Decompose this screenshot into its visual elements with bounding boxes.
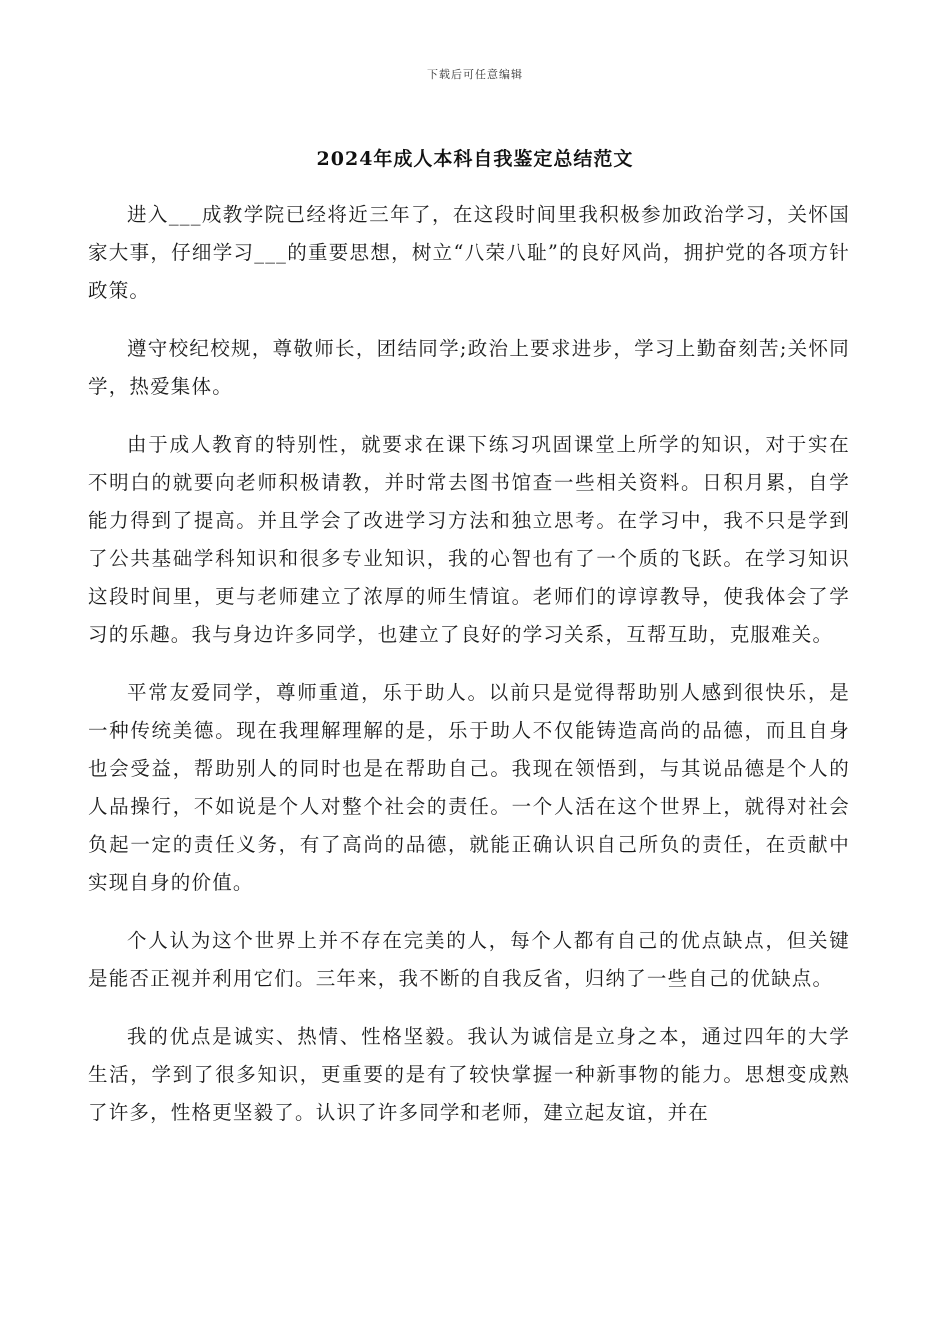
paragraph: 平常友爱同学，尊师重道，乐于助人。以前只是觉得帮助别人感到很快乐，是一种传统美德。现在我理解理解的是，乐于助人不仅能铸造高尚的品德，而且自身也会受益，帮助别人的同时也是在帮助自己。我现在领悟到，与其说品德是个人的人品操行，不如说是个人对整个社会的责任。一个人活在这个世界上，就得对社会负起一定的责任义务，有了高尚的品德，就能正确认识自己所负的责任，在贡献中实现自身的价值。 bbox=[88, 681, 850, 894]
paragraph: 个人认为这个世界上并不存在完美的人，每个人都有自己的优点缺点，但关键是能否正视并利用它们。三年来，我不断的自我反省，归纳了一些自己的优缺点。 bbox=[88, 929, 850, 990]
paragraph: 进入___成教学院已经将近三年了，在这段时间里我积极参加政治学习，关怀国家大事，仔细学习___的重要思想，树立“八荣八耻”的良好风尚，拥护党的各项方针政策。 bbox=[88, 203, 850, 302]
paragraph: 遵守校纪校规，尊敬师长，团结同学;政治上要求进步，学习上勤奋刻苦;关怀同学，热爱集体。 bbox=[88, 337, 850, 398]
paragraph: 由于成人教育的特别性，就要求在课下练习巩固课堂上所学的知识，对于实在不明白的就要向老师积极请教，并时常去图书馆查一些相关资料。日积月累，自学能力得到了提高。并且学会了改进学习方法和独立思考。在学习中，我不只是学到了公共基础学科知识和很多专业知识，我的心智也有了一个质的飞跃。在学习知识这段时间里，更与老师建立了浓厚的师生情谊。老师们的谆谆教导，使我体会了学习的乐趣。我与身边许多同学，也建立了良好的学习关系，互帮互助，克服难关。 bbox=[88, 433, 850, 646]
paragraph: 我的优点是诚实、热情、性格坚毅。我认为诚信是立身之本，通过四年的大学生活，学到了很多知识，更重要的是有了较快掌握一种新事物的能力。思想变成熟了许多，性格更坚毅了。认识了许多同学和老师，建立起友谊，并在 bbox=[88, 1025, 850, 1124]
document-title: 2024年成人本科自我鉴定总结范文 bbox=[316, 148, 634, 170]
document-body bbox=[88, 196, 850, 1152]
header-note: 下载后可任意编辑 bbox=[427, 68, 523, 81]
